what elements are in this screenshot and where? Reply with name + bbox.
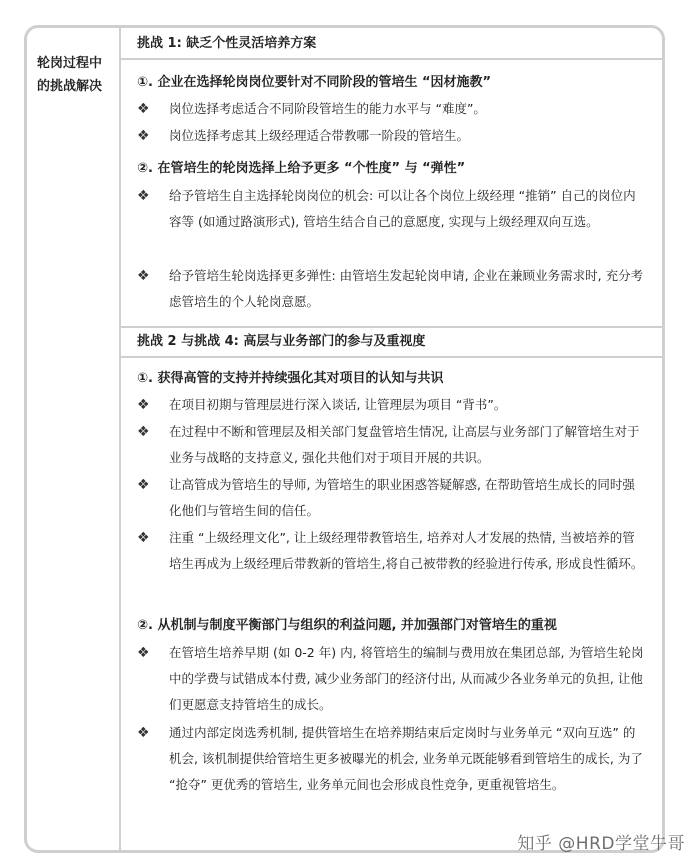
diamond-bullet-icon: ❖ <box>137 397 150 413</box>
diamond-bullet-icon: ❖ <box>137 725 150 741</box>
bullet-item: ❖ 注重 “上级经理文化”, 让上级经理带教管培生, 培养对人才发展的热情, 当被培养的管培生再成为上级经理后带教新的管培生,将自己被带教的经验进行传承, 形成良性循环。 <box>137 525 644 577</box>
bullet-item: ❖ 在管培生培养早期 (如 0-2 年) 内, 将管培生的编制与费用放在集团总部, 为管培生轮岗中的学费与试错成本付费, 减少业务部门的经济付出, 从而减少各业务单元的负担, 让他们更愿意支持管培生的成长。 <box>137 640 644 718</box>
diamond-bullet-icon: ❖ <box>137 101 150 117</box>
right-column <box>121 28 662 850</box>
subheading-1-1: ①. 企业在选择轮岗岗位要针对不同阶段的管培生 “因材施教” <box>137 75 492 90</box>
bullet-item: ❖ 通过内部定岗选秀机制, 提供管培生在培养期结束后定岗时与业务单元 “双向互选” 的机会, 该机制提供给管培生更多被曝光的机会, 业务单元既能够看到管培生的成长, 为了 “抢夺” 更优秀的管培生, 业务单元间也会形成良性竞争, 更重视管培生。 <box>137 720 644 798</box>
row-label: 轮岗过程中的挑战解决 <box>37 56 103 94</box>
subheading-2-2: ②. 从机制与制度平衡部门与组织的利益问题, 并加强部门对管培生的重视 <box>137 618 557 633</box>
bullet-item: ❖ 在项目初期与管理层进行深入谈话, 让管理层为项目 “背书”。 <box>137 392 644 418</box>
section-title-challenge-1: 挑战 1: 缺乏个性灵活培养方案 <box>121 30 662 60</box>
diamond-bullet-icon: ❖ <box>137 645 150 661</box>
bullet-item: ❖ 给予管培生自主选择轮岗岗位的机会: 可以让各个岗位上级经理 “推销” 自己的岗位内容等 (如通过路演形式), 管培生结合自己的意愿度, 实现与上级经理双向互选。 <box>137 183 644 235</box>
bullet-item: ❖ 岗位选择考虑其上级经理适合带教哪一阶段的管培生。 <box>137 123 644 149</box>
subheading-1-2: ②. 在管培生的轮岗选择上给予更多 “个性度” 与 “弹性” <box>137 161 466 176</box>
left-column <box>27 28 121 850</box>
bullet-item: ❖ 让高管成为管培生的导师, 为管培生的职业困惑答疑解惑, 在帮助管培生成长的同时强化他们与管培生间的信任。 <box>137 472 644 524</box>
bullet-item: ❖ 岗位选择考虑适合不同阶段管培生的能力水平与 “难度”。 <box>137 96 644 122</box>
section-title-challenge-2-4: 挑战 2 与挑战 4: 高层与业务部门的参与及重视度 <box>121 328 662 358</box>
diamond-bullet-icon: ❖ <box>137 477 150 493</box>
diamond-bullet-icon: ❖ <box>137 530 150 546</box>
bullet-item: ❖ 给予管培生轮岗选择更多弹性: 由管培生发起轮岗申请, 企业在兼顾业务需求时, 充分考虑管培生的个人轮岗意愿。 <box>137 263 644 315</box>
diamond-bullet-icon: ❖ <box>137 424 150 440</box>
diamond-bullet-icon: ❖ <box>137 128 150 144</box>
bullet-item: ❖ 在过程中不断和管理层及相关部门复盘管培生情况, 让高层与业务部门了解管培生对于业务与战略的支持意义, 强化共他们对于项目开展的共识。 <box>137 419 644 471</box>
subheading-2-1: ①. 获得高管的支持并持续强化其对项目的认知与共识 <box>137 371 444 386</box>
diamond-bullet-icon: ❖ <box>137 188 150 204</box>
watermark: 知乎 @HRD学堂牛哥 <box>517 834 685 854</box>
diamond-bullet-icon: ❖ <box>137 268 150 284</box>
content-table <box>24 25 665 853</box>
